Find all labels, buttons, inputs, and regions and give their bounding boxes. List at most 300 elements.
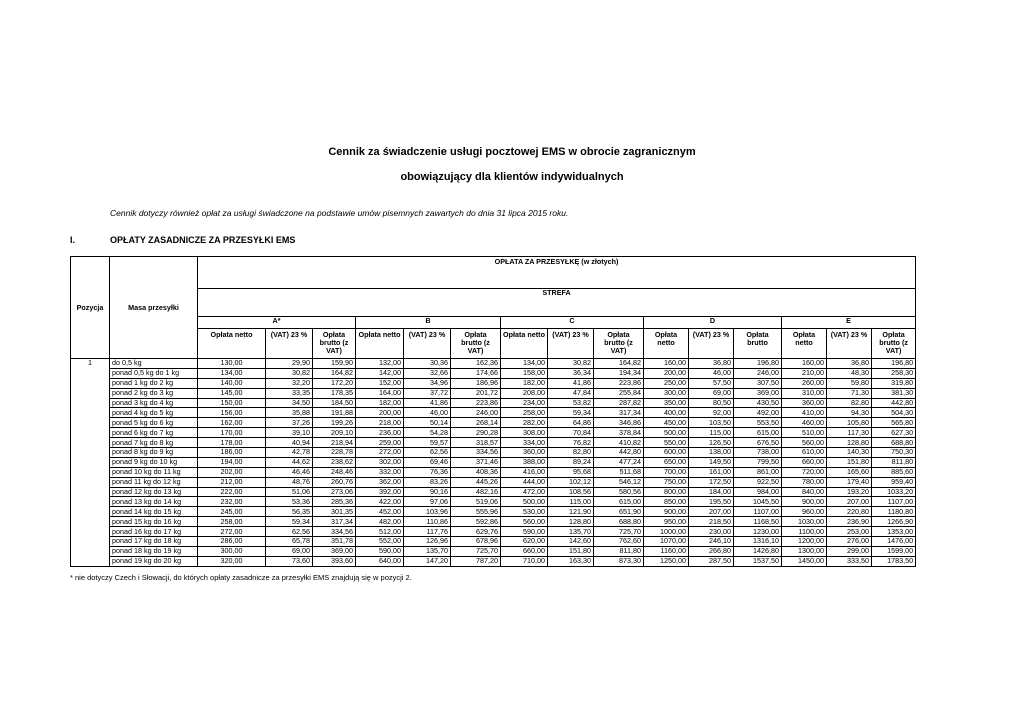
price-cell: 97,06 xyxy=(404,497,451,507)
table-row xyxy=(71,398,916,408)
price-cell: 196,80 xyxy=(734,359,782,369)
price-cell: 334,00 xyxy=(501,438,548,448)
price-cell: 873,30 xyxy=(594,556,644,566)
price-cell: 317,34 xyxy=(313,517,356,527)
price-cell: 272,00 xyxy=(356,448,404,458)
price-cell: 319,80 xyxy=(872,378,916,388)
price-cell: 1045,50 xyxy=(734,497,782,507)
price-cell: 234,00 xyxy=(501,398,548,408)
price-cell: 780,00 xyxy=(782,477,827,487)
column-header: Opłata brutto xyxy=(734,329,782,359)
price-cell: 160,00 xyxy=(644,359,689,369)
price-cell: 64,86 xyxy=(548,418,594,428)
price-cell: 1353,00 xyxy=(872,527,916,537)
price-cell: 82,80 xyxy=(548,448,594,458)
price-cell: 222,00 xyxy=(198,487,266,497)
price-cell: 560,00 xyxy=(782,438,827,448)
price-cell: 500,00 xyxy=(644,428,689,438)
price-cell: 688,80 xyxy=(872,438,916,448)
section-number: I. xyxy=(70,235,76,245)
price-cell: 725,70 xyxy=(594,527,644,537)
price-cell: 172,50 xyxy=(689,477,734,487)
price-cell: 651,90 xyxy=(594,507,644,517)
price-cell: 317,34 xyxy=(594,408,644,418)
price-cell: 811,80 xyxy=(594,546,644,556)
price-cell: 710,00 xyxy=(501,556,548,566)
column-header: Opłata netto xyxy=(782,329,827,359)
price-cell: 193,20 xyxy=(827,487,872,497)
price-cell: 450,00 xyxy=(644,418,689,428)
price-cell: 1000,00 xyxy=(644,527,689,537)
price-cell: 151,80 xyxy=(548,546,594,556)
table-row xyxy=(71,497,916,507)
price-cell: 273,06 xyxy=(313,487,356,497)
mass-cell: do 0,5 kg xyxy=(110,359,198,369)
column-header: (VAT) 23 % xyxy=(548,329,594,359)
column-header: Opłata netto xyxy=(501,329,548,359)
price-cell: 861,00 xyxy=(734,467,782,477)
price-cell: 272,00 xyxy=(198,527,266,537)
table-row xyxy=(71,418,916,428)
table-row xyxy=(71,457,916,467)
price-cell: 140,00 xyxy=(198,378,266,388)
price-cell: 555,96 xyxy=(451,507,501,517)
price-cell: 132,00 xyxy=(356,359,404,369)
price-cell: 202,00 xyxy=(198,467,266,477)
price-cell: 290,28 xyxy=(451,428,501,438)
price-cell: 1537,50 xyxy=(734,556,782,566)
price-cell: 37,26 xyxy=(266,418,313,428)
price-cell: 307,50 xyxy=(734,378,782,388)
price-cell: 32,66 xyxy=(404,368,451,378)
price-table xyxy=(70,256,916,567)
price-cell: 960,00 xyxy=(782,507,827,517)
price-cell: 1180,80 xyxy=(872,507,916,517)
price-cell: 41,86 xyxy=(404,398,451,408)
price-cell: 1033,20 xyxy=(872,487,916,497)
price-cell: 1599,00 xyxy=(872,546,916,556)
price-cell: 500,00 xyxy=(501,497,548,507)
price-cell: 51,06 xyxy=(266,487,313,497)
price-cell: 220,80 xyxy=(827,507,872,517)
price-cell: 164,00 xyxy=(356,388,404,398)
price-cell: 54,28 xyxy=(404,428,451,438)
price-cell: 59,34 xyxy=(548,408,594,418)
price-cell: 48,76 xyxy=(266,477,313,487)
price-cell: 590,00 xyxy=(501,527,548,537)
price-cell: 178,35 xyxy=(313,388,356,398)
price-cell: 186,00 xyxy=(198,448,266,458)
price-cell: 900,00 xyxy=(782,497,827,507)
price-cell: 245,00 xyxy=(198,507,266,517)
price-cell: 200,00 xyxy=(644,368,689,378)
price-cell: 179,40 xyxy=(827,477,872,487)
price-cell: 300,00 xyxy=(198,546,266,556)
price-cell: 40,94 xyxy=(266,438,313,448)
price-cell: 334,56 xyxy=(313,527,356,537)
price-cell: 320,00 xyxy=(198,556,266,566)
price-cell: 46,00 xyxy=(404,408,451,418)
price-cell: 110,86 xyxy=(404,517,451,527)
document-subtitle: obowiązujący dla klientów indywidualnych xyxy=(400,171,624,183)
price-cell: 1168,50 xyxy=(734,517,782,527)
price-cell: 442,80 xyxy=(594,448,644,458)
price-cell: 150,00 xyxy=(198,398,266,408)
table-row xyxy=(71,556,916,566)
header-masa: Masa przesyłki xyxy=(110,257,198,359)
table-row xyxy=(71,378,916,388)
price-cell: 223,86 xyxy=(594,378,644,388)
footnote: * nie dotyczy Czech i Słowacji, do których opłaty zasadnicze za przesyłki EMS znajdują się w pozycji 2. xyxy=(70,573,412,582)
column-header: (VAT) 23 % xyxy=(827,329,872,359)
price-cell: 223,86 xyxy=(451,398,501,408)
price-cell: 253,00 xyxy=(827,527,872,537)
price-cell: 50,14 xyxy=(404,418,451,428)
price-cell: 53,82 xyxy=(548,398,594,408)
price-cell: 194,34 xyxy=(594,368,644,378)
column-header: Opłata brutto (z VAT) xyxy=(872,329,916,359)
mass-cell: ponad 11 kg do 12 kg xyxy=(110,477,198,487)
price-cell: 422,00 xyxy=(356,497,404,507)
price-cell: 46,46 xyxy=(266,467,313,477)
price-cell: 650,00 xyxy=(644,457,689,467)
price-cell: 565,80 xyxy=(872,418,916,428)
price-cell: 360,00 xyxy=(501,448,548,458)
price-cell: 482,00 xyxy=(356,517,404,527)
mass-cell: ponad 19 kg do 20 kg xyxy=(110,556,198,566)
price-cell: 191,88 xyxy=(313,408,356,418)
price-cell: 128,80 xyxy=(827,438,872,448)
price-cell: 371,46 xyxy=(451,457,501,467)
price-cell: 34,50 xyxy=(266,398,313,408)
price-cell: 71,30 xyxy=(827,388,872,398)
price-cell: 620,00 xyxy=(501,537,548,547)
price-cell: 600,00 xyxy=(644,448,689,458)
price-cell: 76,82 xyxy=(548,438,594,448)
price-cell: 900,00 xyxy=(644,507,689,517)
price-cell: 57,50 xyxy=(689,378,734,388)
mass-cell: ponad 14 kg do 15 kg xyxy=(110,507,198,517)
price-cell: 840,00 xyxy=(782,487,827,497)
price-cell: 208,00 xyxy=(501,388,548,398)
price-cell: 246,00 xyxy=(451,408,501,418)
price-cell: 162,00 xyxy=(198,418,266,428)
price-cell: 59,34 xyxy=(266,517,313,527)
price-cell: 676,50 xyxy=(734,438,782,448)
header-pozycja: Pozycja xyxy=(71,257,110,359)
price-cell: 811,80 xyxy=(872,457,916,467)
price-cell: 46,00 xyxy=(689,368,734,378)
price-cell: 615,00 xyxy=(734,428,782,438)
price-cell: 201,72 xyxy=(451,388,501,398)
price-cell: 138,00 xyxy=(689,448,734,458)
zone-header: C xyxy=(501,317,644,329)
table-row xyxy=(71,428,916,438)
zone-header: E xyxy=(782,317,916,329)
price-cell: 59,57 xyxy=(404,438,451,448)
price-cell: 184,00 xyxy=(689,487,734,497)
price-cell: 590,00 xyxy=(356,546,404,556)
price-cell: 550,00 xyxy=(644,438,689,448)
price-cell: 1100,00 xyxy=(782,527,827,537)
price-cell: 228,78 xyxy=(313,448,356,458)
price-cell: 130,00 xyxy=(198,359,266,369)
price-cell: 629,76 xyxy=(451,527,501,537)
price-cell: 135,70 xyxy=(548,527,594,537)
document-title: Cennik za świadczenie usługi pocztowej EMS w obrocie zagranicznym xyxy=(328,146,696,158)
price-cell: 95,68 xyxy=(548,467,594,477)
price-cell: 83,26 xyxy=(404,477,451,487)
price-cell: 1107,00 xyxy=(872,497,916,507)
price-cell: 158,00 xyxy=(501,368,548,378)
mass-cell: ponad 15 kg do 16 kg xyxy=(110,517,198,527)
price-cell: 145,00 xyxy=(198,388,266,398)
price-cell: 301,35 xyxy=(313,507,356,517)
price-cell: 1316,10 xyxy=(734,537,782,547)
price-cell: 260,00 xyxy=(782,378,827,388)
price-cell: 164,82 xyxy=(313,368,356,378)
price-cell: 195,50 xyxy=(689,497,734,507)
price-cell: 33,35 xyxy=(266,388,313,398)
price-cell: 350,00 xyxy=(644,398,689,408)
price-cell: 688,80 xyxy=(594,517,644,527)
price-cell: 333,50 xyxy=(827,556,872,566)
price-cell: 207,00 xyxy=(827,497,872,507)
price-cell: 255,84 xyxy=(594,388,644,398)
zone-header: B xyxy=(356,317,501,329)
price-cell: 30,82 xyxy=(548,359,594,369)
price-cell: 308,00 xyxy=(501,428,548,438)
column-header: Opłata brutto (z VAT) xyxy=(594,329,644,359)
price-cell: 147,20 xyxy=(404,556,451,566)
price-cell: 258,30 xyxy=(872,368,916,378)
mass-cell: ponad 17 kg do 18 kg xyxy=(110,537,198,547)
price-cell: 199,26 xyxy=(313,418,356,428)
price-cell: 285,36 xyxy=(313,497,356,507)
price-cell: 159,90 xyxy=(313,359,356,369)
price-cell: 218,50 xyxy=(689,517,734,527)
price-cell: 511,68 xyxy=(594,467,644,477)
price-cell: 102,12 xyxy=(548,477,594,487)
price-cell: 34,96 xyxy=(404,378,451,388)
price-cell: 152,00 xyxy=(356,378,404,388)
price-cell: 194,00 xyxy=(198,457,266,467)
price-cell: 47,84 xyxy=(548,388,594,398)
price-cell: 477,24 xyxy=(594,457,644,467)
price-cell: 36,34 xyxy=(548,368,594,378)
price-cell: 800,00 xyxy=(644,487,689,497)
price-cell: 553,50 xyxy=(734,418,782,428)
price-cell: 32,20 xyxy=(266,378,313,388)
price-cell: 126,96 xyxy=(404,537,451,547)
price-cell: 29,90 xyxy=(266,359,313,369)
price-cell: 950,00 xyxy=(644,517,689,527)
price-cell: 250,00 xyxy=(644,378,689,388)
price-cell: 492,00 xyxy=(734,408,782,418)
price-cell: 560,00 xyxy=(501,517,548,527)
price-cell: 346,86 xyxy=(594,418,644,428)
price-cell: 332,00 xyxy=(356,467,404,477)
price-cell: 276,00 xyxy=(827,537,872,547)
price-cell: 1783,50 xyxy=(872,556,916,566)
price-cell: 282,00 xyxy=(501,418,548,428)
price-cell: 36,80 xyxy=(827,359,872,369)
price-cell: 134,00 xyxy=(501,359,548,369)
price-cell: 69,00 xyxy=(689,388,734,398)
price-cell: 660,00 xyxy=(501,546,548,556)
price-cell: 36,80 xyxy=(689,359,734,369)
price-cell: 230,00 xyxy=(689,527,734,537)
price-cell: 163,30 xyxy=(548,556,594,566)
column-header: Opłata brutto (z VAT) xyxy=(451,329,501,359)
price-cell: 410,82 xyxy=(594,438,644,448)
price-cell: 512,00 xyxy=(356,527,404,537)
price-cell: 1300,00 xyxy=(782,546,827,556)
price-cell: 37,72 xyxy=(404,388,451,398)
price-cell: 1450,00 xyxy=(782,556,827,566)
price-cell: 135,70 xyxy=(404,546,451,556)
price-cell: 76,36 xyxy=(404,467,451,477)
price-cell: 142,60 xyxy=(548,537,594,547)
table-row xyxy=(71,537,916,547)
price-cell: 140,30 xyxy=(827,448,872,458)
column-header: Opłata brutto (z VAT) xyxy=(313,329,356,359)
price-cell: 108,56 xyxy=(548,487,594,497)
price-cell: 165,60 xyxy=(827,467,872,477)
price-list-note: Cennik dotyczy również opłat za usługi świadczone na podstawie umów pisemnych zawartych do dnia 31 lipca 2015 roku. xyxy=(110,208,569,218)
price-cell: 90,16 xyxy=(404,487,451,497)
price-cell: 1200,00 xyxy=(782,537,827,547)
price-cell: 82,80 xyxy=(827,398,872,408)
price-cell: 725,70 xyxy=(451,546,501,556)
price-cell: 41,86 xyxy=(548,378,594,388)
table-row xyxy=(71,477,916,487)
price-cell: 381,30 xyxy=(872,388,916,398)
price-cell: 430,50 xyxy=(734,398,782,408)
price-cell: 362,00 xyxy=(356,477,404,487)
price-cell: 105,80 xyxy=(827,418,872,428)
price-cell: 89,24 xyxy=(548,457,594,467)
price-cell: 44,62 xyxy=(266,457,313,467)
price-cell: 286,00 xyxy=(198,537,266,547)
column-header: (VAT) 23 % xyxy=(404,329,451,359)
price-cell: 69,00 xyxy=(266,546,313,556)
column-header: Opłata netto xyxy=(356,329,404,359)
price-cell: 408,36 xyxy=(451,467,501,477)
price-cell: 260,76 xyxy=(313,477,356,487)
price-cell: 266,80 xyxy=(689,546,734,556)
price-cell: 959,40 xyxy=(872,477,916,487)
table-row xyxy=(71,507,916,517)
table-row xyxy=(71,438,916,448)
price-cell: 369,00 xyxy=(734,388,782,398)
price-cell: 885,60 xyxy=(872,467,916,477)
price-cell: 232,00 xyxy=(198,497,266,507)
column-header: Opłata netto xyxy=(644,329,689,359)
mass-cell: ponad 4 kg do 5 kg xyxy=(110,408,198,418)
price-cell: 170,00 xyxy=(198,428,266,438)
table-row xyxy=(71,527,916,537)
price-cell: 161,00 xyxy=(689,467,734,477)
price-cell: 302,00 xyxy=(356,457,404,467)
price-cell: 1426,80 xyxy=(734,546,782,556)
price-cell: 103,50 xyxy=(689,418,734,428)
price-cell: 299,00 xyxy=(827,546,872,556)
price-cell: 160,00 xyxy=(782,359,827,369)
mass-cell: ponad 1 kg do 2 kg xyxy=(110,378,198,388)
price-cell: 799,50 xyxy=(734,457,782,467)
price-cell: 850,00 xyxy=(644,497,689,507)
zone-header: A* xyxy=(198,317,356,329)
mass-cell: ponad 7 kg do 8 kg xyxy=(110,438,198,448)
price-cell: 1107,00 xyxy=(734,507,782,517)
price-cell: 787,20 xyxy=(451,556,501,566)
price-cell: 378,84 xyxy=(594,428,644,438)
price-cell: 210,00 xyxy=(782,368,827,378)
price-cell: 984,00 xyxy=(734,487,782,497)
price-cell: 182,00 xyxy=(501,378,548,388)
price-cell: 42,78 xyxy=(266,448,313,458)
table-row xyxy=(71,359,916,369)
price-cell: 1230,00 xyxy=(734,527,782,537)
mass-cell: ponad 8 kg do 9 kg xyxy=(110,448,198,458)
column-header: (VAT) 23 % xyxy=(266,329,313,359)
price-cell: 258,00 xyxy=(501,408,548,418)
price-cell: 128,80 xyxy=(548,517,594,527)
mass-cell: ponad 12 kg do 13 kg xyxy=(110,487,198,497)
price-cell: 552,00 xyxy=(356,537,404,547)
price-cell: 30,82 xyxy=(266,368,313,378)
price-cell: 246,00 xyxy=(734,368,782,378)
mass-cell: ponad 18 kg do 19 kg xyxy=(110,546,198,556)
price-cell: 720,00 xyxy=(782,467,827,477)
price-cell: 178,00 xyxy=(198,438,266,448)
price-cell: 444,00 xyxy=(501,477,548,487)
price-cell: 236,90 xyxy=(827,517,872,527)
price-cell: 246,10 xyxy=(689,537,734,547)
price-cell: 700,00 xyxy=(644,467,689,477)
price-cell: 762,60 xyxy=(594,537,644,547)
price-cell: 162,36 xyxy=(451,359,501,369)
price-cell: 287,50 xyxy=(689,556,734,566)
price-cell: 59,80 xyxy=(827,378,872,388)
price-cell: 627,30 xyxy=(872,428,916,438)
price-cell: 182,00 xyxy=(356,398,404,408)
price-cell: 750,00 xyxy=(644,477,689,487)
price-cell: 1030,00 xyxy=(782,517,827,527)
table-row xyxy=(71,467,916,477)
mass-cell: ponad 3 kg do 4 kg xyxy=(110,398,198,408)
price-cell: 510,00 xyxy=(782,428,827,438)
price-cell: 115,00 xyxy=(689,428,734,438)
price-cell: 615,00 xyxy=(594,497,644,507)
price-cell: 392,00 xyxy=(356,487,404,497)
position-cell: 1 xyxy=(71,359,110,567)
price-cell: 300,00 xyxy=(644,388,689,398)
price-cell: 69,46 xyxy=(404,457,451,467)
price-cell: 92,00 xyxy=(689,408,734,418)
price-cell: 196,80 xyxy=(872,359,916,369)
table-row xyxy=(71,487,916,497)
price-cell: 1266,90 xyxy=(872,517,916,527)
price-cell: 592,86 xyxy=(451,517,501,527)
price-cell: 117,76 xyxy=(404,527,451,537)
price-cell: 416,00 xyxy=(501,467,548,477)
price-cell: 94,30 xyxy=(827,408,872,418)
price-cell: 530,00 xyxy=(501,507,548,517)
zone-header: D xyxy=(644,317,782,329)
price-cell: 351,78 xyxy=(313,537,356,547)
